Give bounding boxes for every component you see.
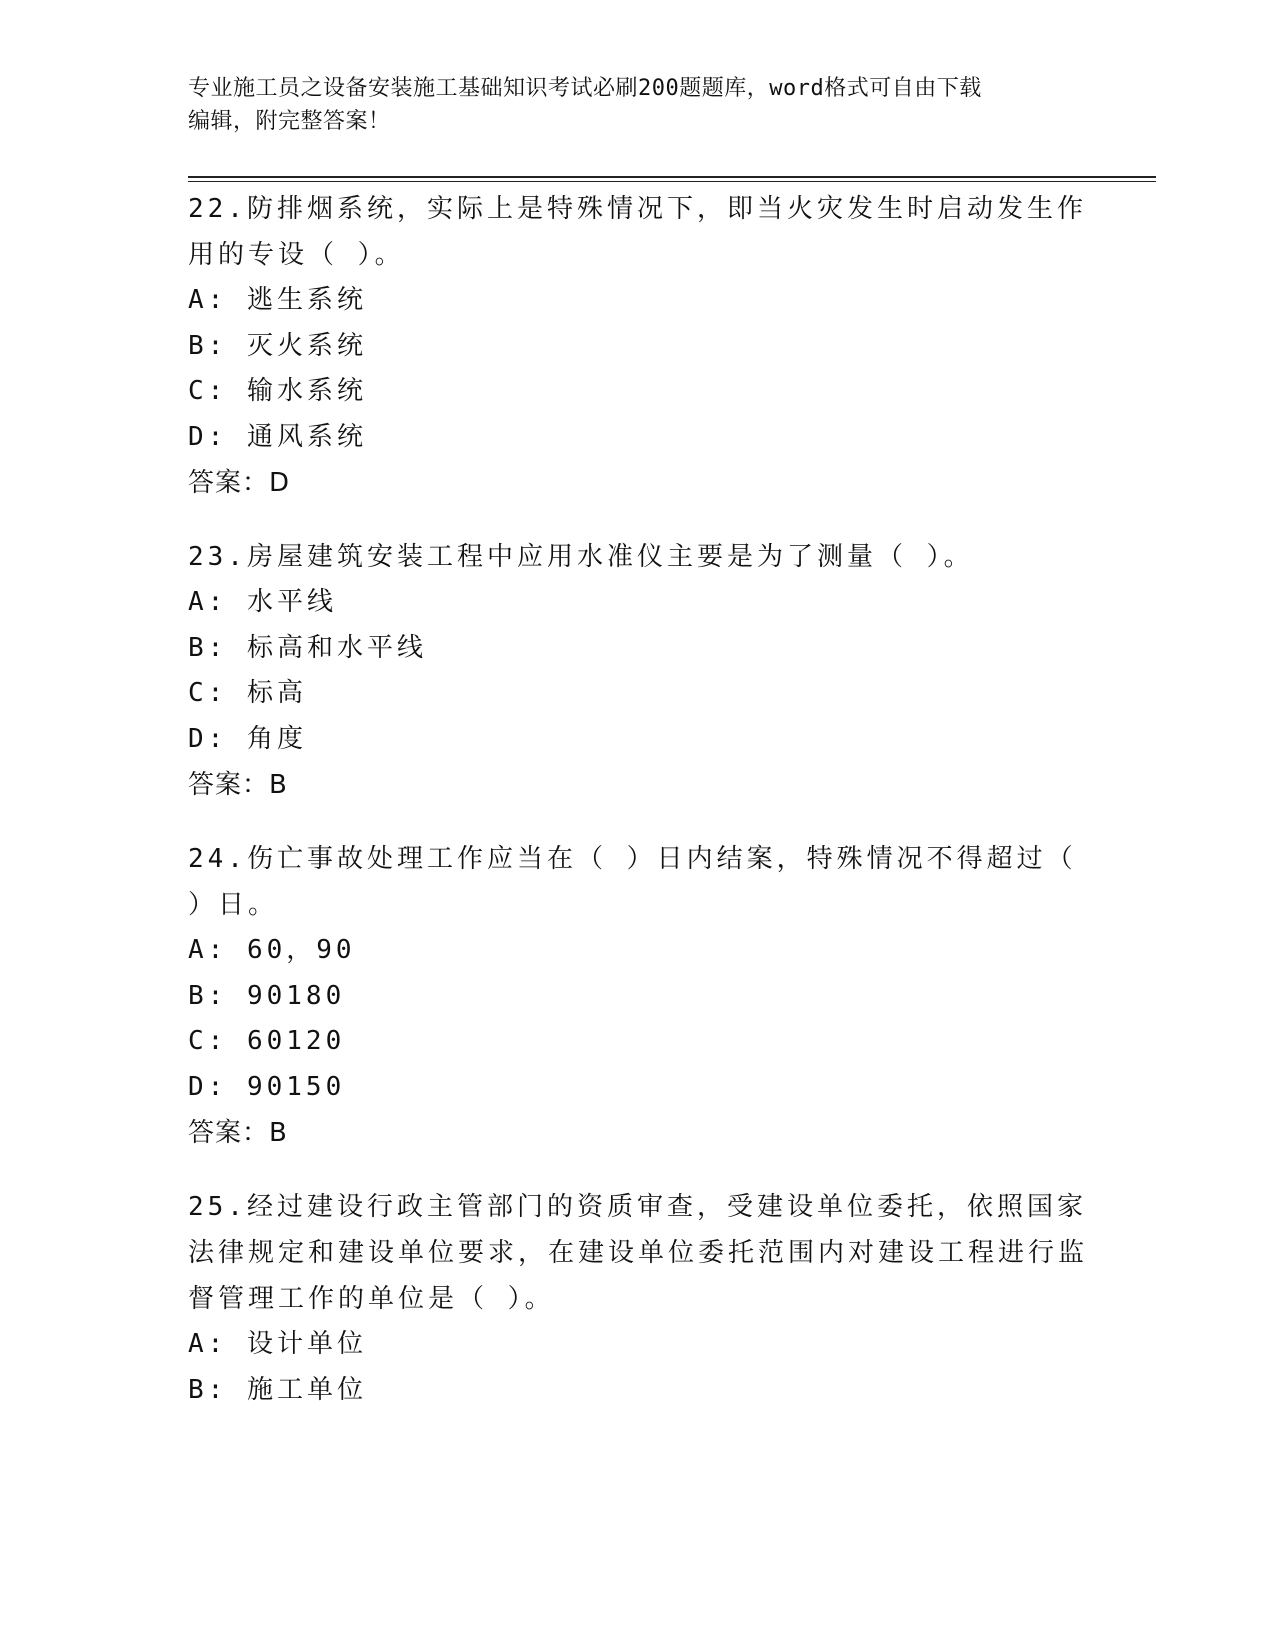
header-line-2: 编辑，附完整答案！: [188, 109, 391, 134]
header-divider-thick: [188, 176, 1156, 178]
question-22: [188, 186, 1088, 506]
option-a: A: 水平线: [188, 587, 337, 617]
option-a: A: 60，90: [188, 935, 356, 965]
option-c: C: 输水系统: [188, 376, 367, 406]
option-b: B: 灭火系统: [188, 330, 367, 361]
question-list: [188, 186, 1088, 1441]
answer-line: 答案：D: [188, 468, 291, 498]
answer-line: 答案：B: [188, 770, 288, 800]
option-b: B: 90180: [188, 980, 346, 1011]
question-stem: 23.房屋建筑安装工程中应用水准仪主要是为了测量（ ）。: [188, 542, 974, 572]
document-header: [188, 72, 1088, 138]
answer-line: 答案：B: [188, 1118, 288, 1148]
option-c: C: 60120: [188, 1026, 346, 1056]
header-line-1: 专业施工员之设备安装施工基础知识考试必刷200题题库，word格式可自由下载: [188, 76, 982, 101]
question-stem: 24.伤亡事故处理工作应当在（ ）日内结案，特殊情况不得超过（ ）日。: [188, 844, 1077, 920]
question-24: [188, 836, 1088, 1156]
option-b: B: 标高和水平线: [188, 632, 427, 663]
option-d: D: 角度: [188, 723, 307, 754]
option-a: A: 逃生系统: [188, 285, 367, 315]
question-23: [188, 534, 1088, 808]
option-c: C: 标高: [188, 678, 307, 708]
question-stem: 22.防排烟系统，实际上是特殊情况下，即当火灾发生时启动发生作用的专设（ ）。: [188, 194, 1087, 270]
option-d: D: 90150: [188, 1071, 346, 1102]
question-stem: 25.经过建设行政主管部门的资质审查，受建设单位委托，依照国家法律规定和建设单位要求，在建设单位委托范围内对建设工程进行监督管理工作的单位是（ ）。: [188, 1192, 1089, 1314]
option-b: B: 施工单位: [188, 1374, 367, 1405]
option-a: A: 设计单位: [188, 1329, 367, 1359]
option-d: D: 通风系统: [188, 421, 367, 452]
question-25: [188, 1184, 1088, 1413]
header-divider-thin: [188, 181, 1156, 182]
